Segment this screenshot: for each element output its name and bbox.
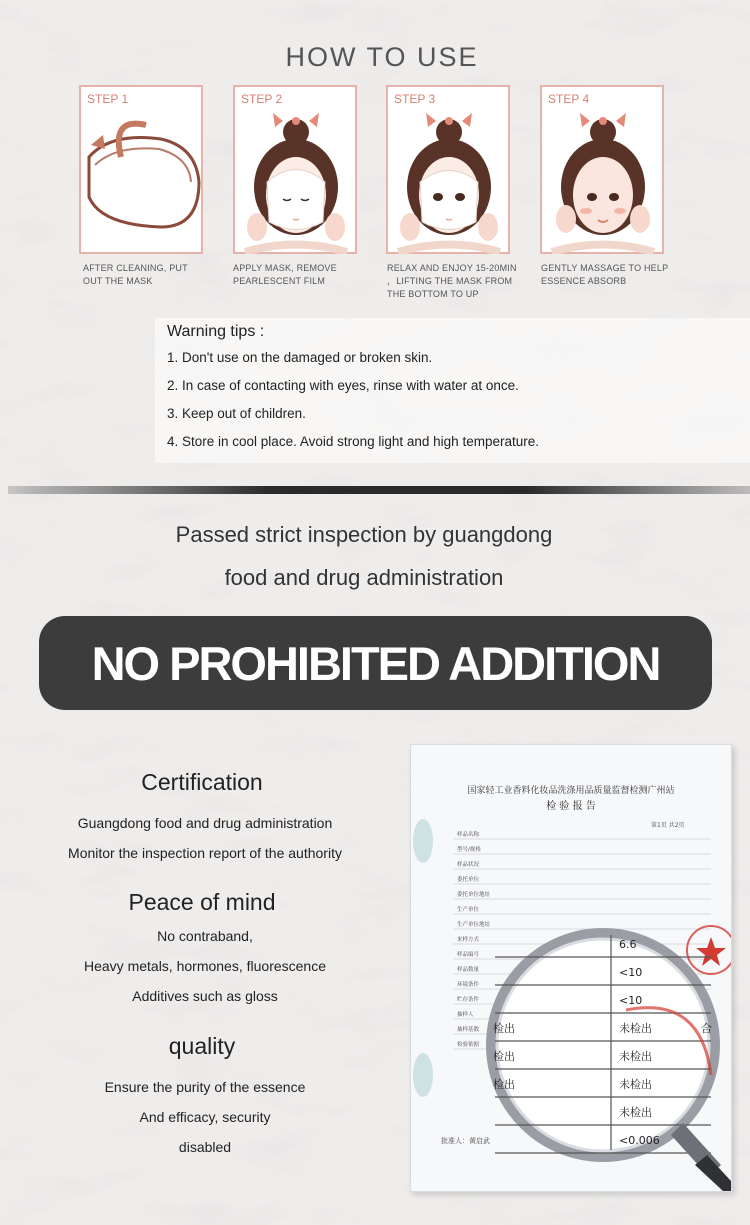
- magnified-right-mark: 合: [701, 1022, 712, 1035]
- report-title: 检 验 报 告: [546, 801, 596, 812]
- inspection-report: [410, 744, 732, 1192]
- binder-tab: [413, 819, 433, 863]
- step-caption-4: GENTLY MASSAGE TO HELP ESSENCE ABSORB: [541, 263, 669, 286]
- magnified-result: 未检出: [619, 1050, 652, 1063]
- face-massage-illustration: [542, 87, 664, 254]
- warning-item: 1. Don't use on the damaged or broken skin.: [167, 350, 433, 365]
- quality-line: Ensure the purity of the essence: [104, 1079, 306, 1095]
- quality-line: And efficacy, security: [139, 1109, 271, 1125]
- quality-heading: quality: [168, 1033, 236, 1059]
- binder-tab: [413, 1053, 433, 1097]
- magnified-result: <10: [619, 966, 643, 979]
- report-document: [411, 745, 731, 1191]
- step-caption-1: AFTER CLEANING, PUT OUT THE MASK: [83, 263, 188, 286]
- table-row-label: 委托单位: [457, 877, 480, 883]
- banner-text: NO PROHIBITED ADDITION: [91, 637, 660, 690]
- certification-heading: Certification: [141, 769, 263, 795]
- step-card-4: [540, 85, 664, 254]
- table-row-label: 样品状况: [457, 862, 480, 868]
- step-card-3: [386, 85, 510, 254]
- magnified-left-label: 检出: [493, 1078, 515, 1091]
- magnified-result: <0.006: [619, 1134, 660, 1147]
- table-row-label: 贮存条件: [457, 997, 480, 1003]
- peace-of-mind-line: No contraband,: [157, 928, 253, 944]
- step-label: STEP 1: [87, 92, 129, 106]
- table-row-label: 样品编号: [457, 952, 480, 958]
- page-title: HOW TO USE: [285, 42, 479, 72]
- table-row-label: 型号/规格: [457, 847, 481, 853]
- warning-item: 3. Keep out of children.: [167, 406, 306, 421]
- magnified-left-label: 检出: [493, 1050, 515, 1063]
- step-card-1: [79, 85, 203, 254]
- table-row-label: 检验依据: [457, 1042, 480, 1048]
- step-card-2: [233, 85, 357, 254]
- section-divider: [8, 486, 750, 494]
- certification-line: Guangdong food and drug administration: [77, 815, 333, 831]
- table-row-label: 抽样人: [457, 1012, 474, 1018]
- mask-sheet-illustration: [81, 87, 203, 254]
- step-caption-2: APPLY MASK, REMOVE PEARLESCENT FILM: [233, 263, 337, 286]
- magnified-result: 6.6: [619, 938, 637, 951]
- peace-of-mind-line: Additives such as gloss: [132, 988, 278, 1004]
- step-label: STEP 3: [394, 92, 436, 106]
- table-row-label: 委托单位地址: [457, 892, 491, 898]
- quality-line: disabled: [178, 1139, 232, 1155]
- table-row-label: 样品名称: [457, 832, 480, 838]
- table-row-label: 来样方式: [457, 937, 480, 943]
- magnified-result: <10: [619, 994, 643, 1007]
- warning-title: Warning tips :: [167, 323, 265, 340]
- peace-of-mind-heading: Peace of mind: [128, 889, 276, 915]
- table-row-label: 环境条件: [457, 982, 480, 988]
- table-row-label: 生产单位: [457, 907, 480, 913]
- face-lifting-mask-illustration: [388, 87, 510, 254]
- step-label: STEP 4: [548, 92, 590, 106]
- report-approver: 批准人：黄启武: [441, 1137, 490, 1145]
- inspection-line-2: food and drug administration: [224, 565, 504, 590]
- certification-line: Monitor the inspection report of the authority: [68, 845, 342, 861]
- magnified-result: 未检出: [619, 1078, 652, 1091]
- no-prohibited-banner: [39, 616, 712, 710]
- face-with-mask-illustration: [235, 87, 357, 254]
- step-label: STEP 2: [241, 92, 283, 106]
- table-row-label: 样品数量: [457, 967, 480, 973]
- table-row-label: 抽样基数: [457, 1027, 480, 1033]
- magnified-result: 未检出: [619, 1022, 652, 1035]
- report-agency: 国家轻工业香料化妆品洗涤用品质量监督检测广州站: [467, 786, 675, 796]
- warning-item: 4. Store in cool place. Avoid strong light and high temperature.: [167, 434, 539, 449]
- step-caption-3: RELAX AND ENJOY 15-20MIN ，LIFTING THE MASK FROM THE BOTTOM TO UP: [387, 263, 517, 299]
- report-page: 第1页 共2页: [651, 822, 685, 829]
- peace-of-mind-line: Heavy metals, hormones, fluorescence: [84, 958, 326, 974]
- magnified-result: 未检出: [619, 1106, 652, 1119]
- table-row-label: 生产单位地址: [457, 922, 491, 928]
- magnified-left-label: 检出: [493, 1022, 515, 1035]
- inspection-line-1: Passed strict inspection by guangdong: [175, 522, 553, 547]
- magnifier-lens: [491, 933, 715, 1157]
- warning-item: 2. In case of contacting with eyes, rinse with water at once.: [167, 378, 519, 393]
